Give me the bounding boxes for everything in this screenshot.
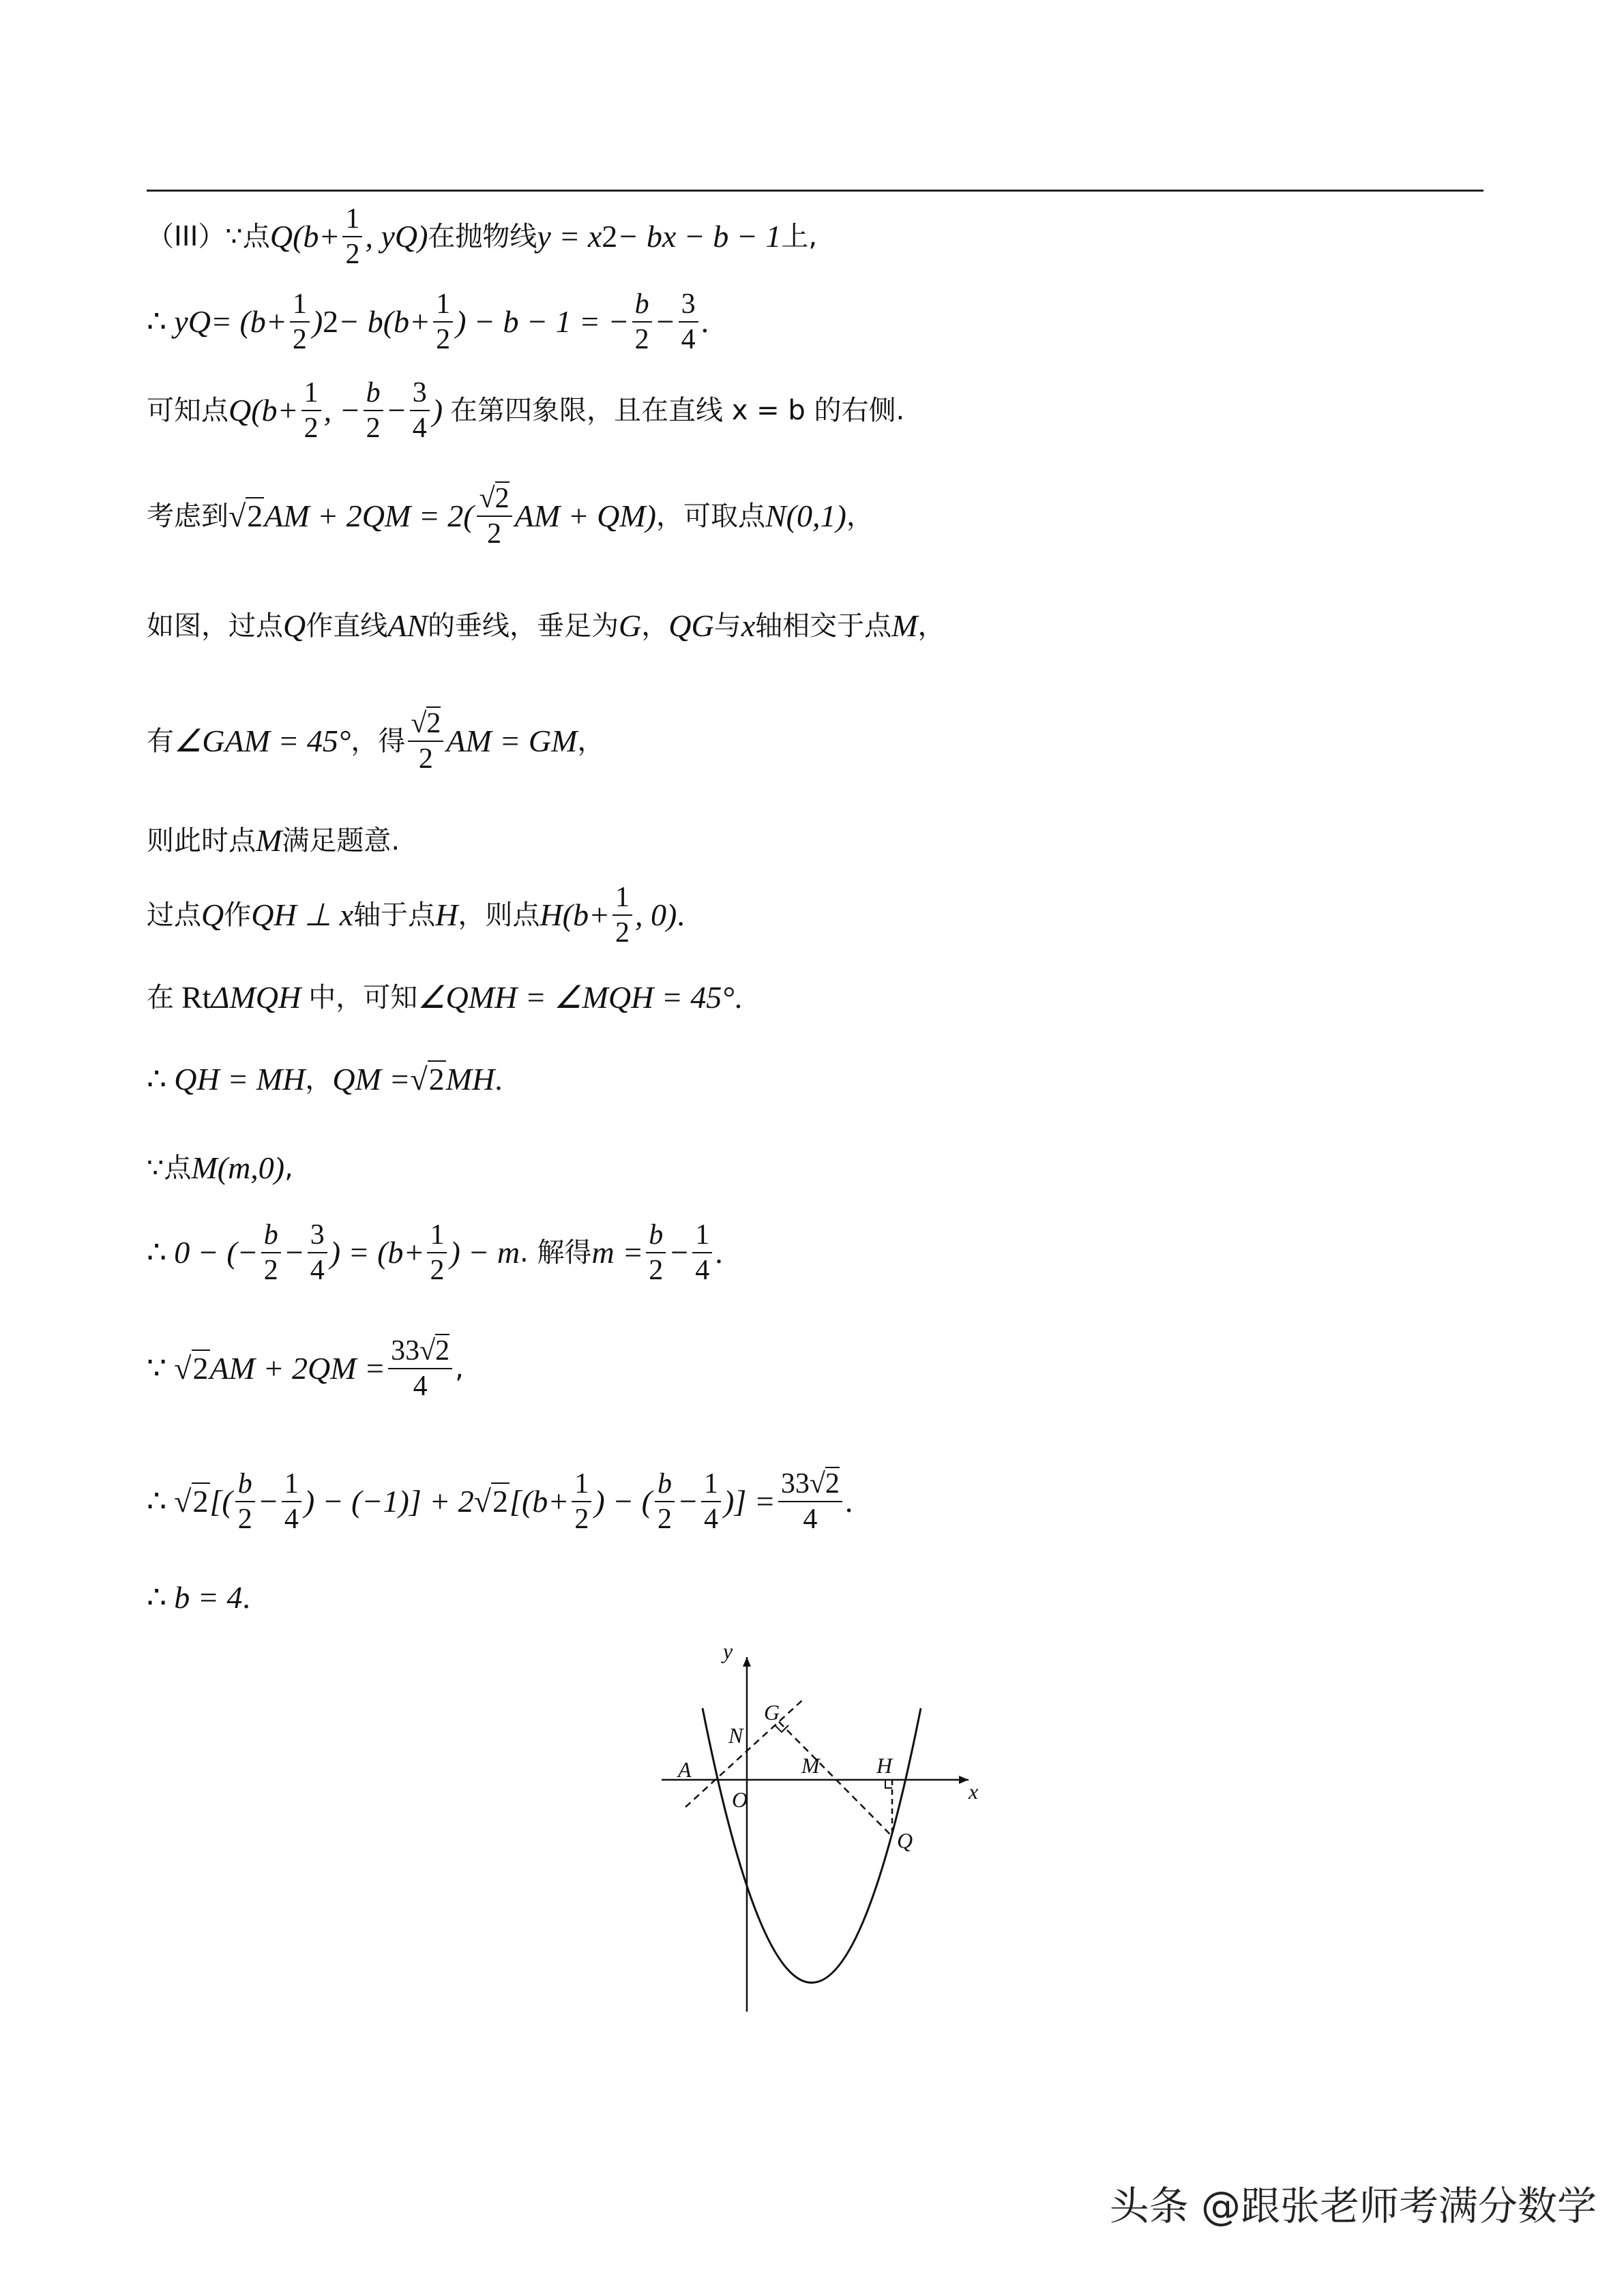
label-g: G	[764, 1700, 780, 1725]
line-7: 则此时点 M 满足题意.	[147, 823, 400, 858]
label-x: x	[969, 1779, 979, 1804]
fraction: $\frac{b}{2}$	[646, 1221, 666, 1285]
line-5: 如图，过点 Q 作直线 AN 的垂线，垂足为 G ， QG 与 x 轴相交于点 M ，	[147, 608, 945, 643]
fraction: $\frac{3}{4}$	[410, 378, 430, 443]
line-13: ∵ √2 AM + 2QM = $\frac{33√2}{4}$ ,	[147, 1335, 464, 1402]
fraction: $\frac{b}{2}$	[655, 1470, 675, 1534]
fraction: $\frac{√2}{2}$	[477, 484, 512, 548]
watermark: 头条 @跟张老师考满分数学	[1109, 2183, 1597, 2229]
fraction: $\frac{1}{2}$	[290, 290, 310, 354]
right-angle-mark-g	[775, 1725, 788, 1732]
label-h: H	[876, 1753, 893, 1778]
label-o: O	[732, 1787, 748, 1812]
line-11: ∵点 M(m,0) ,	[147, 1150, 293, 1185]
fraction: $\frac{1}{2}$	[433, 290, 453, 354]
x-axis-arrow	[959, 1776, 969, 1784]
right-angle-mark-h	[885, 1780, 892, 1788]
line-12: ∴ 0 − (− $\frac{b}{2}$ − $\frac{3}{4}$ ) = (b+ $\frac{1}{2}$ ) − m . 解得 m = $\frac{b}{2}$ − $\frac{1}{4}$ .	[147, 1219, 723, 1286]
line-15: ∴ b = 4 .	[147, 1580, 250, 1615]
parabola-curve	[703, 1708, 921, 1983]
fraction: $\frac{1}{2}$	[572, 1470, 591, 1534]
fraction: $\frac{3}{4}$	[308, 1221, 327, 1285]
label-q: Q	[897, 1828, 913, 1853]
parabola-diagram	[648, 1643, 989, 2025]
sqrt: √2	[228, 498, 263, 533]
line-9: 在 Rt ΔMQH 中，可知 ∠QMH = ∠MQH = 45° .	[147, 980, 743, 1015]
math-q: Q(b+	[269, 219, 340, 254]
sqrt: √2	[473, 1484, 509, 1519]
line-14: ∴ √2 [( $\frac{b}{2}$ − $\frac{1}{4}$ ) − (−1)] + 2 √2 [(b+ $\frac{1}{2}$ ) − ( $\frac{b}{2}$ − $\frac{1}{4}$ )] = $\frac{33√2}{4}$ .	[147, 1468, 853, 1535]
line-3: 可知点 Q(b+ $\frac{1}{2}$ , − $\frac{b}{2}$ − $\frac{3}{4}$ ) 在第四象限，且在直线 x = b 的右侧.	[147, 377, 905, 444]
line-4: 考虑到 √2 AM + 2QM = 2( $\frac{√2}{2}$ AM + QM ) ，可取点 N(0,1) ，	[147, 483, 874, 550]
fraction: $\frac{b}{2}$	[632, 290, 652, 354]
label-y: y	[723, 1643, 733, 1663]
label-n: N	[728, 1723, 743, 1748]
fraction: $\frac{1}{4}$	[701, 1470, 721, 1534]
line-1: （III）∵点 Q(b+ $\frac{1}{2}$ , y Q ) 在抛物线 y = x 2 − bx − b − 1 上,	[147, 203, 818, 270]
line-8: 过点 Q 作 QH ⊥ x 轴于点 H ，则点 H(b+ $\frac{1}{2}$ , 0) .	[147, 882, 685, 949]
sqrt: √2	[174, 1351, 209, 1386]
sqrt: √2	[410, 1062, 445, 1097]
fraction: $\frac{1}{2}$	[342, 205, 362, 269]
label-m: M	[801, 1753, 820, 1778]
line-10: ∴ QH = MH ， QM = √2 MH .	[147, 1062, 503, 1097]
fraction: $\frac{1}{2}$	[301, 378, 321, 443]
fraction: $\frac{b}{2}$	[235, 1470, 255, 1534]
y-axis-arrow	[743, 1657, 751, 1667]
fraction: $\frac{√2}{2}$	[408, 709, 443, 773]
sqrt: √2	[174, 1484, 209, 1519]
text-prefix: （III）∵点	[147, 221, 270, 252]
fraction: $\frac{1}{4}$	[282, 1470, 301, 1534]
label-a: A	[678, 1757, 692, 1782]
top-rule	[147, 190, 1483, 192]
fraction: $\frac{1}{4}$	[692, 1221, 712, 1285]
fraction: $\frac{1}{2}$	[612, 883, 632, 947]
line-6: 有 ∠GAM = 45° ，得 $\frac{√2}{2}$ AM = GM ，	[147, 708, 605, 775]
fraction: $\frac{3}{4}$	[679, 290, 698, 354]
fraction: $\frac{1}{2}$	[427, 1221, 447, 1285]
fraction: $\frac{b}{2}$	[364, 378, 383, 443]
fraction: $\frac{33√2}{4}$	[778, 1470, 842, 1534]
fraction: $\frac{33√2}{4}$	[388, 1337, 452, 1401]
fraction: $\frac{b}{2}$	[261, 1221, 281, 1285]
line-2: ∴ y Q = (b+ $\frac{1}{2}$ ) 2 − b(b+ $\frac{1}{2}$ ) − b − 1 = − $\frac{b}{2}$ − $\frac{3}{4}$ .	[147, 288, 709, 355]
